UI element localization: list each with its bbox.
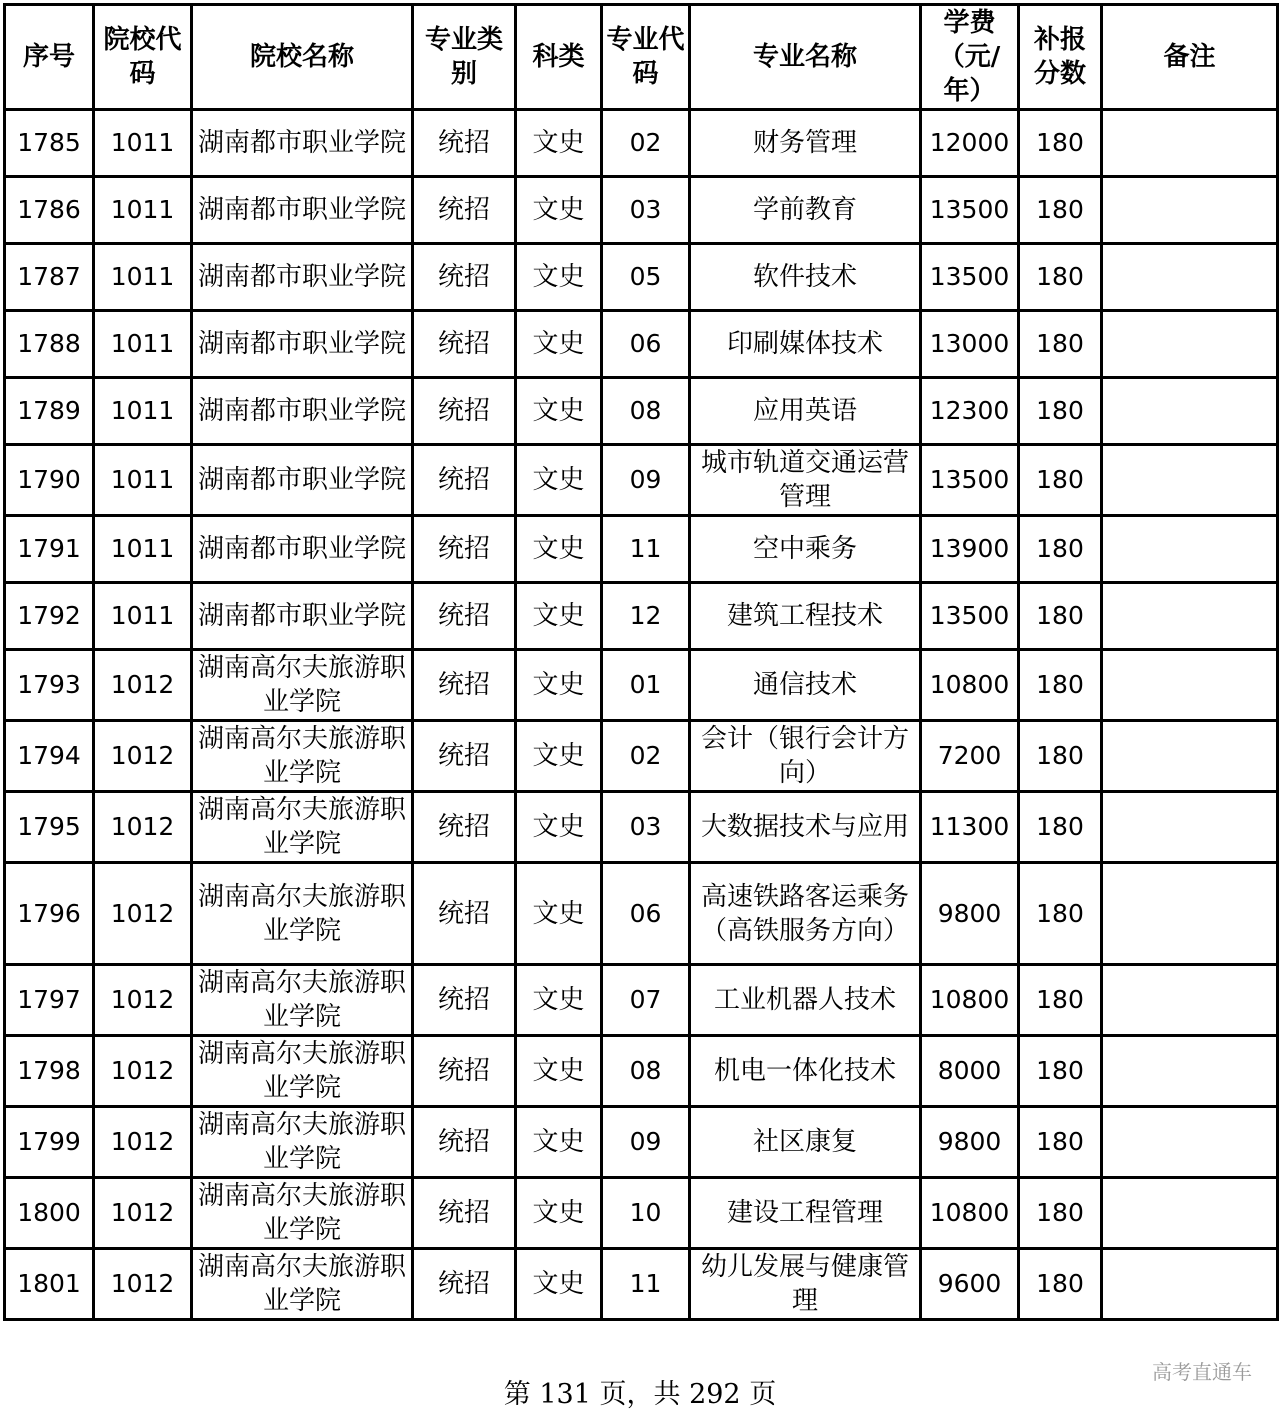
major-code-cell: 09 xyxy=(602,1107,690,1178)
tuition-cell: 10800 xyxy=(921,965,1019,1036)
score-cell: 180 xyxy=(1019,378,1102,445)
score-cell: 180 xyxy=(1019,1036,1102,1107)
school-name-cell: 湖南都市职业学院 xyxy=(192,177,413,244)
category-cell: 统招 xyxy=(413,583,516,650)
major-name-cell: 印刷媒体技术 xyxy=(690,311,921,378)
subject-type-cell: 文史 xyxy=(516,311,602,378)
subject-type-cell: 文史 xyxy=(516,863,602,965)
score-cell: 180 xyxy=(1019,516,1102,583)
header-cell: 补报分数 xyxy=(1019,5,1102,110)
tuition-cell: 12300 xyxy=(921,378,1019,445)
major-code-cell: 11 xyxy=(602,516,690,583)
major-code-cell: 09 xyxy=(602,445,690,516)
subject-type-cell: 文史 xyxy=(516,177,602,244)
score-cell: 180 xyxy=(1019,1249,1102,1320)
major-name-cell: 空中乘务 xyxy=(690,516,921,583)
table-row xyxy=(5,445,1278,516)
serial-cell: 1797 xyxy=(5,965,94,1036)
remark-cell xyxy=(1102,445,1278,516)
serial-cell: 1790 xyxy=(5,445,94,516)
remark-cell xyxy=(1102,516,1278,583)
major-code-cell: 06 xyxy=(602,863,690,965)
tuition-cell: 8000 xyxy=(921,1036,1019,1107)
serial-cell: 1798 xyxy=(5,1036,94,1107)
school-name-cell: 湖南高尔夫旅游职业学院 xyxy=(192,863,413,965)
category-cell: 统招 xyxy=(413,1178,516,1249)
table-row xyxy=(5,1107,1278,1178)
major-code-cell: 07 xyxy=(602,965,690,1036)
school-name-cell: 湖南高尔夫旅游职业学院 xyxy=(192,1249,413,1320)
remark-cell xyxy=(1102,583,1278,650)
tuition-cell: 10800 xyxy=(921,650,1019,721)
major-name-cell: 幼儿发展与健康管理 xyxy=(690,1249,921,1320)
header-cell: 院校名称 xyxy=(192,5,413,110)
score-cell: 180 xyxy=(1019,177,1102,244)
remark-cell xyxy=(1102,378,1278,445)
table-row xyxy=(5,792,1278,863)
table-row xyxy=(5,721,1278,792)
school-code-cell: 1011 xyxy=(94,516,192,583)
subject-type-cell: 文史 xyxy=(516,1107,602,1178)
school-name-cell: 湖南高尔夫旅游职业学院 xyxy=(192,965,413,1036)
serial-cell: 1791 xyxy=(5,516,94,583)
remark-cell xyxy=(1102,863,1278,965)
major-code-cell: 03 xyxy=(602,792,690,863)
remark-cell xyxy=(1102,721,1278,792)
school-name-cell: 湖南高尔夫旅游职业学院 xyxy=(192,1178,413,1249)
remark-cell xyxy=(1102,311,1278,378)
table-row xyxy=(5,177,1278,244)
major-name-cell: 城市轨道交通运营管理 xyxy=(690,445,921,516)
subject-type-cell: 文史 xyxy=(516,244,602,311)
header-cell: 专业代码 xyxy=(602,5,690,110)
score-cell: 180 xyxy=(1019,311,1102,378)
school-name-cell: 湖南高尔夫旅游职业学院 xyxy=(192,1036,413,1107)
category-cell: 统招 xyxy=(413,1036,516,1107)
major-code-cell: 03 xyxy=(602,177,690,244)
tuition-cell: 12000 xyxy=(921,110,1019,177)
tuition-cell: 11300 xyxy=(921,792,1019,863)
major-name-cell: 高速铁路客运乘务（高铁服务方向） xyxy=(690,863,921,965)
school-code-cell: 1011 xyxy=(94,583,192,650)
subject-type-cell: 文史 xyxy=(516,110,602,177)
tuition-cell: 13900 xyxy=(921,516,1019,583)
serial-cell: 1795 xyxy=(5,792,94,863)
school-code-cell: 1011 xyxy=(94,445,192,516)
remark-cell xyxy=(1102,650,1278,721)
remark-cell xyxy=(1102,1249,1278,1320)
score-cell: 180 xyxy=(1019,445,1102,516)
serial-cell: 1801 xyxy=(5,1249,94,1320)
category-cell: 统招 xyxy=(413,445,516,516)
table-row xyxy=(5,1036,1278,1107)
category-cell: 统招 xyxy=(413,721,516,792)
school-code-cell: 1011 xyxy=(94,244,192,311)
subject-type-cell: 文史 xyxy=(516,1036,602,1107)
header-cell: 专业名称 xyxy=(690,5,921,110)
header-row xyxy=(5,5,1278,110)
header-cell: 序号 xyxy=(5,5,94,110)
serial-cell: 1800 xyxy=(5,1178,94,1249)
school-code-cell: 1012 xyxy=(94,1178,192,1249)
category-cell: 统招 xyxy=(413,516,516,583)
tuition-cell: 13500 xyxy=(921,583,1019,650)
header-cell: 学费（元/年） xyxy=(921,5,1019,110)
serial-cell: 1792 xyxy=(5,583,94,650)
school-name-cell: 湖南都市职业学院 xyxy=(192,516,413,583)
remark-cell xyxy=(1102,1178,1278,1249)
school-name-cell: 湖南高尔夫旅游职业学院 xyxy=(192,650,413,721)
subject-type-cell: 文史 xyxy=(516,1249,602,1320)
major-name-cell: 社区康复 xyxy=(690,1107,921,1178)
remark-cell xyxy=(1102,965,1278,1036)
subject-type-cell: 文史 xyxy=(516,583,602,650)
table-row xyxy=(5,516,1278,583)
serial-cell: 1796 xyxy=(5,863,94,965)
tuition-cell: 9800 xyxy=(921,1107,1019,1178)
remark-cell xyxy=(1102,110,1278,177)
school-code-cell: 1012 xyxy=(94,1249,192,1320)
tuition-cell: 9600 xyxy=(921,1249,1019,1320)
major-name-cell: 会计（银行会计方向） xyxy=(690,721,921,792)
major-code-cell: 05 xyxy=(602,244,690,311)
score-cell: 180 xyxy=(1019,244,1102,311)
school-name-cell: 湖南都市职业学院 xyxy=(192,378,413,445)
serial-cell: 1788 xyxy=(5,311,94,378)
major-code-cell: 12 xyxy=(602,583,690,650)
subject-type-cell: 文史 xyxy=(516,650,602,721)
score-cell: 180 xyxy=(1019,1178,1102,1249)
major-name-cell: 学前教育 xyxy=(690,177,921,244)
tuition-cell: 10800 xyxy=(921,1178,1019,1249)
school-code-cell: 1012 xyxy=(94,721,192,792)
subject-type-cell: 文史 xyxy=(516,721,602,792)
school-code-cell: 1012 xyxy=(94,792,192,863)
category-cell: 统招 xyxy=(413,1107,516,1178)
major-code-cell: 02 xyxy=(602,110,690,177)
header-cell: 专业类别 xyxy=(413,5,516,110)
major-name-cell: 应用英语 xyxy=(690,378,921,445)
page-number-footer: 第 131 页，共 292 页 xyxy=(503,1379,777,1410)
table-row xyxy=(5,863,1278,965)
serial-cell: 1786 xyxy=(5,177,94,244)
remark-cell xyxy=(1102,1036,1278,1107)
table-body xyxy=(5,110,1278,1320)
school-code-cell: 1012 xyxy=(94,650,192,721)
table-row xyxy=(5,650,1278,721)
serial-cell: 1789 xyxy=(5,378,94,445)
major-code-cell: 11 xyxy=(602,1249,690,1320)
school-name-cell: 湖南都市职业学院 xyxy=(192,244,413,311)
score-cell: 180 xyxy=(1019,583,1102,650)
remark-cell xyxy=(1102,1107,1278,1178)
school-name-cell: 湖南高尔夫旅游职业学院 xyxy=(192,1107,413,1178)
category-cell: 统招 xyxy=(413,110,516,177)
table-row xyxy=(5,311,1278,378)
score-cell: 180 xyxy=(1019,863,1102,965)
school-code-cell: 1012 xyxy=(94,965,192,1036)
school-name-cell: 湖南都市职业学院 xyxy=(192,110,413,177)
score-cell: 180 xyxy=(1019,110,1102,177)
header-cell: 备注 xyxy=(1102,5,1278,110)
score-cell: 180 xyxy=(1019,721,1102,792)
tuition-cell: 13000 xyxy=(921,311,1019,378)
subject-type-cell: 文史 xyxy=(516,445,602,516)
table-row xyxy=(5,965,1278,1036)
school-name-cell: 湖南都市职业学院 xyxy=(192,445,413,516)
category-cell: 统招 xyxy=(413,792,516,863)
tuition-cell: 13500 xyxy=(921,445,1019,516)
serial-cell: 1785 xyxy=(5,110,94,177)
subject-type-cell: 文史 xyxy=(516,1178,602,1249)
table-row xyxy=(5,1178,1278,1249)
major-code-cell: 06 xyxy=(602,311,690,378)
category-cell: 统招 xyxy=(413,177,516,244)
school-code-cell: 1011 xyxy=(94,378,192,445)
subject-type-cell: 文史 xyxy=(516,965,602,1036)
school-name-cell: 湖南都市职业学院 xyxy=(192,583,413,650)
remark-cell xyxy=(1102,177,1278,244)
major-code-cell: 01 xyxy=(602,650,690,721)
serial-cell: 1787 xyxy=(5,244,94,311)
major-name-cell: 软件技术 xyxy=(690,244,921,311)
category-cell: 统招 xyxy=(413,965,516,1036)
score-cell: 180 xyxy=(1019,1107,1102,1178)
school-code-cell: 1011 xyxy=(94,110,192,177)
remark-cell xyxy=(1102,792,1278,863)
school-name-cell: 湖南高尔夫旅游职业学院 xyxy=(192,721,413,792)
watermark-text: 高考直通车 xyxy=(1152,1360,1252,1384)
serial-cell: 1794 xyxy=(5,721,94,792)
school-code-cell: 1012 xyxy=(94,863,192,965)
category-cell: 统招 xyxy=(413,244,516,311)
tuition-cell: 13500 xyxy=(921,244,1019,311)
major-name-cell: 通信技术 xyxy=(690,650,921,721)
subject-type-cell: 文史 xyxy=(516,378,602,445)
remark-cell xyxy=(1102,244,1278,311)
school-code-cell: 1011 xyxy=(94,177,192,244)
score-cell: 180 xyxy=(1019,792,1102,863)
major-code-cell: 08 xyxy=(602,1036,690,1107)
school-code-cell: 1012 xyxy=(94,1036,192,1107)
score-cell: 180 xyxy=(1019,650,1102,721)
school-name-cell: 湖南高尔夫旅游职业学院 xyxy=(192,792,413,863)
tuition-cell: 13500 xyxy=(921,177,1019,244)
header-cell: 科类 xyxy=(516,5,602,110)
school-code-cell: 1012 xyxy=(94,1107,192,1178)
category-cell: 统招 xyxy=(413,378,516,445)
subject-type-cell: 文史 xyxy=(516,516,602,583)
school-code-cell: 1011 xyxy=(94,311,192,378)
tuition-cell: 7200 xyxy=(921,721,1019,792)
serial-cell: 1793 xyxy=(5,650,94,721)
serial-cell: 1799 xyxy=(5,1107,94,1178)
category-cell: 统招 xyxy=(413,650,516,721)
table-row xyxy=(5,378,1278,445)
table-row xyxy=(5,244,1278,311)
subject-type-cell: 文史 xyxy=(516,792,602,863)
major-code-cell: 10 xyxy=(602,1178,690,1249)
major-code-cell: 08 xyxy=(602,378,690,445)
major-name-cell: 工业机器人技术 xyxy=(690,965,921,1036)
major-name-cell: 建筑工程技术 xyxy=(690,583,921,650)
major-name-cell: 建设工程管理 xyxy=(690,1178,921,1249)
category-cell: 统招 xyxy=(413,863,516,965)
header-cell: 院校代码 xyxy=(94,5,192,110)
score-cell: 180 xyxy=(1019,965,1102,1036)
major-code-cell: 02 xyxy=(602,721,690,792)
category-cell: 统招 xyxy=(413,1249,516,1320)
category-cell: 统招 xyxy=(413,311,516,378)
table-row xyxy=(5,1249,1278,1320)
table-row xyxy=(5,110,1278,177)
school-name-cell: 湖南都市职业学院 xyxy=(192,311,413,378)
major-name-cell: 财务管理 xyxy=(690,110,921,177)
tuition-cell: 9800 xyxy=(921,863,1019,965)
table-row xyxy=(5,583,1278,650)
major-name-cell: 大数据技术与应用 xyxy=(690,792,921,863)
major-name-cell: 机电一体化技术 xyxy=(690,1036,921,1107)
admissions-table xyxy=(3,3,1279,1321)
